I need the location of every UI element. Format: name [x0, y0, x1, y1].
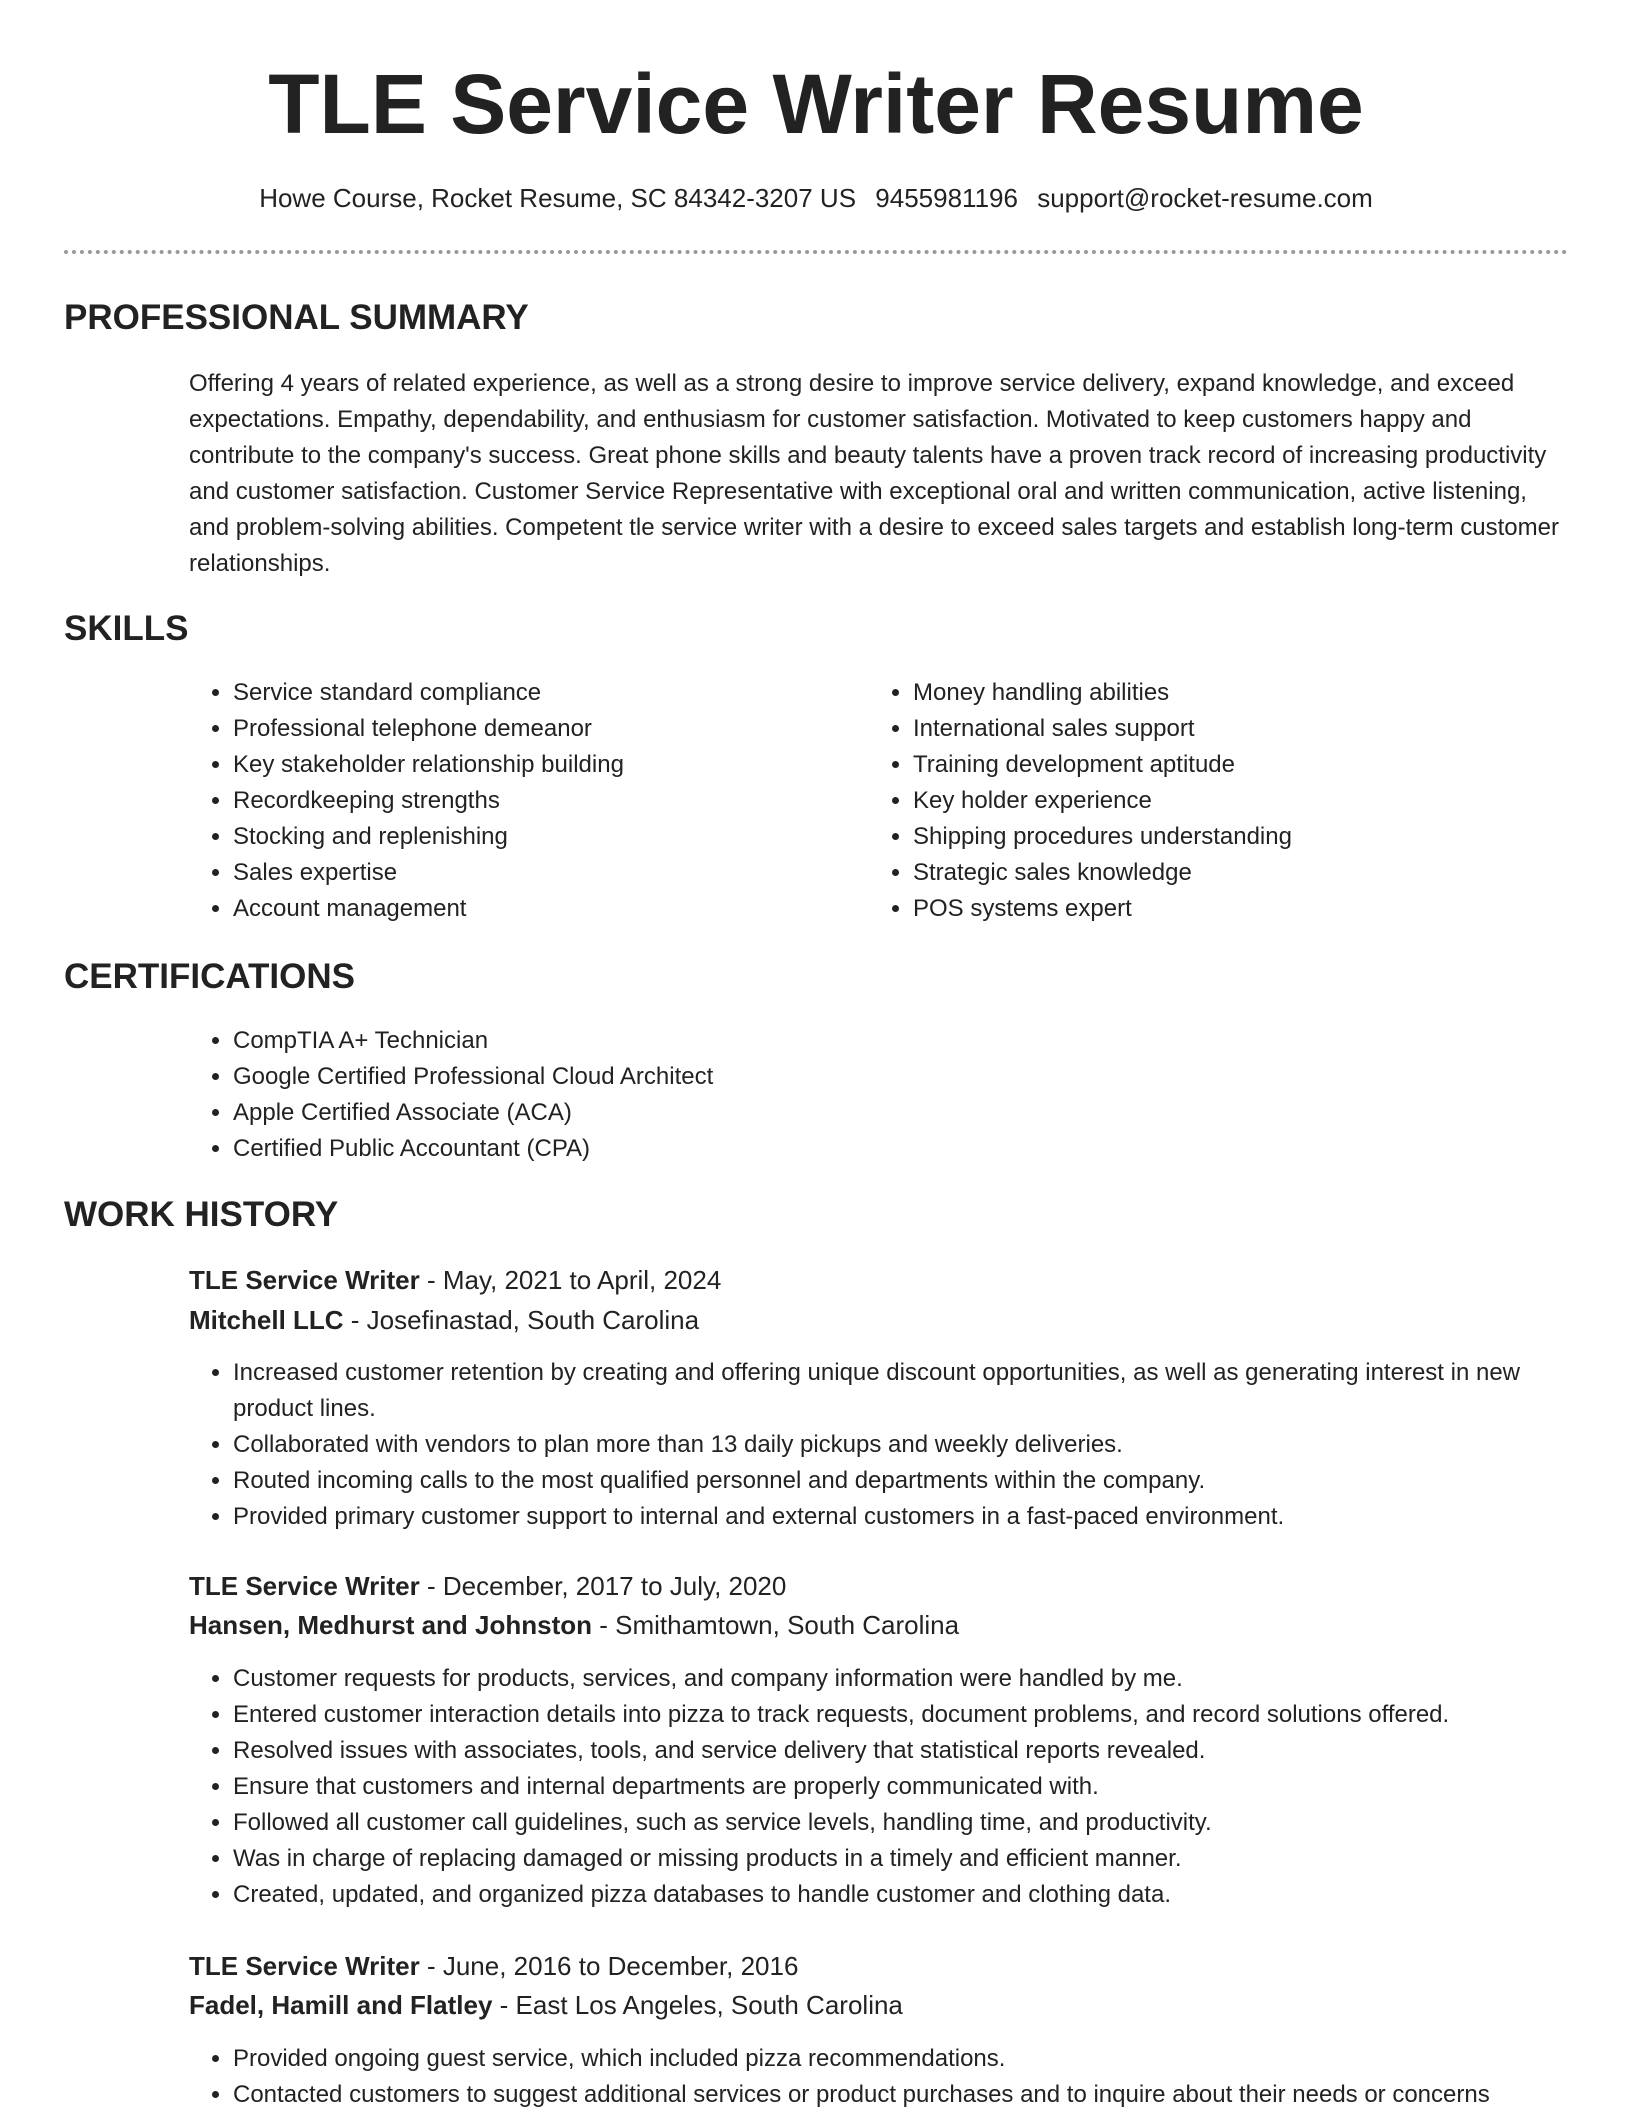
certifications-heading: CERTIFICATIONS	[64, 957, 356, 996]
job-bullet: • Collaborated with vendors to plan more than 13 daily pickups and weekly deliveries.	[233, 1427, 1559, 1463]
job-bullet: • Resolved issues with associates, tools, and service delivery that statistical reports revealed.	[233, 1733, 1559, 1769]
job-company-line	[189, 1986, 903, 2024]
skills-right-column	[869, 675, 1509, 927]
job-title: TLE Service Writer	[189, 1951, 420, 1981]
skill-item: • Service standard compliance	[233, 675, 829, 711]
skills-left-column	[189, 675, 829, 927]
skill-item: • Recordkeeping strengths	[233, 783, 829, 819]
job-company: Mitchell LLC	[189, 1305, 344, 1335]
job-dates: - December, 2017 to July, 2020	[419, 1571, 787, 1601]
job-location: - East Los Angeles, South Carolina	[492, 1990, 903, 2020]
job-bullet: • Increased customer retention by creating and offering unique discount opportunities, as well as generating interest in new product lines.	[233, 1355, 1559, 1427]
job-location: - Josefinastad, South Carolina	[343, 1305, 700, 1335]
skills-right-list	[869, 675, 1509, 927]
job-title-line	[189, 1567, 786, 1605]
summary-text: Offering 4 years of related experience, as well as a strong desire to improve service delivery, expand knowledge, and exceed expectations. Empathy, dependability, and enthusiasm for customer satisfaction. Motivated to keep customers happy and contribute to the company's success. Great phone skills and beauty talents have a proven track record of increasing productivity and customer satisfaction. Customer Service Representative with exceptional oral and written communication, active listening, and problem-solving abilities. Competent tle service writer with a desire to exceed sales targets and establish long-term customer relationships.	[189, 370, 1559, 577]
certification-item: • CompTIA A+ Technician	[233, 1023, 1189, 1059]
job-bullet: • Contacted customers to suggest additional services or product purchases and to inquire about their needs or concerns	[233, 2077, 1559, 2113]
skill-item: • Strategic sales knowledge	[913, 855, 1509, 891]
job-location: - Smithamtown, South Carolina	[592, 1610, 960, 1640]
job-bullet: • Created, updated, and organized pizza databases to handle customer and clothing data.	[233, 1877, 1559, 1913]
job-company: Fadel, Hamill and Flatley	[189, 1990, 493, 2020]
skill-item: • Key holder experience	[913, 783, 1509, 819]
certification-item: • Certified Public Accountant (CPA)	[233, 1131, 1189, 1167]
job-bullet: • Followed all customer call guidelines, such as service levels, handling time, and productivity.	[233, 1805, 1559, 1841]
skill-item: • Shipping procedures understanding	[913, 819, 1509, 855]
job-bullet: • Ensure that customers and internal departments are properly communicated with.	[233, 1769, 1559, 1805]
job-bullets	[189, 1355, 1559, 1535]
certifications-list	[189, 1023, 1189, 1167]
job-bullet: • Was in charge of replacing damaged or missing products in a timely and efficient manner.	[233, 1841, 1559, 1877]
skill-item: • POS systems expert	[913, 891, 1509, 927]
job-bullets	[189, 1661, 1559, 1913]
job-dates: - May, 2021 to April, 2024	[419, 1265, 722, 1295]
resume-title: TLE Service Writer Resume	[268, 57, 1364, 151]
skill-item: • Professional telephone demeanor	[233, 711, 829, 747]
skills-heading: SKILLS	[64, 609, 189, 648]
job-company: Hansen, Medhurst and Johnston	[189, 1610, 593, 1640]
skill-item: • International sales support	[913, 711, 1509, 747]
contact-line	[0, 178, 1632, 218]
skill-item: • Training development aptitude	[913, 747, 1509, 783]
job-bullets	[189, 2041, 1559, 2113]
job-dates: - June, 2016 to December, 2016	[419, 1951, 799, 1981]
job-title: TLE Service Writer	[189, 1571, 420, 1601]
job-bullet: • Routed incoming calls to the most qualified personnel and departments within the company.	[233, 1463, 1559, 1499]
skills-left-list	[189, 675, 829, 927]
skill-item: • Money handling abilities	[913, 675, 1509, 711]
job-title: TLE Service Writer	[189, 1265, 420, 1295]
header-divider	[64, 250, 1568, 254]
skill-item: • Stocking and replenishing	[233, 819, 829, 855]
certification-item: • Apple Certified Associate (ACA)	[233, 1095, 1189, 1131]
skill-item: • Sales expertise	[233, 855, 829, 891]
job-company-line	[189, 1606, 959, 1644]
job-bullet: • Provided primary customer support to internal and external customers in a fast-paced environment.	[233, 1499, 1559, 1535]
job-company-line	[189, 1301, 699, 1339]
contact-email: support@rocket-resume.com	[1037, 183, 1373, 213]
job-title-line	[189, 1947, 798, 1985]
job-bullet: • Provided ongoing guest service, which included pizza recommendations.	[233, 2041, 1559, 2077]
skill-item: • Account management	[233, 891, 829, 927]
certification-item: • Google Certified Professional Cloud Architect	[233, 1059, 1189, 1095]
contact-phone: 9455981196	[875, 183, 1018, 213]
summary-heading: PROFESSIONAL SUMMARY	[64, 298, 529, 337]
contact-address: Howe Course, Rocket Resume, SC 84342-3207 US	[259, 183, 857, 213]
skill-item: • Key stakeholder relationship building	[233, 747, 829, 783]
job-bullet: • Entered customer interaction details into pizza to track requests, document problems, and record solutions offered.	[233, 1697, 1559, 1733]
job-title-line	[189, 1261, 721, 1299]
work-history-heading: WORK HISTORY	[64, 1195, 339, 1234]
job-bullet: • Customer requests for products, services, and company information were handled by me.	[233, 1661, 1559, 1697]
certifications-column	[189, 1023, 1189, 1167]
